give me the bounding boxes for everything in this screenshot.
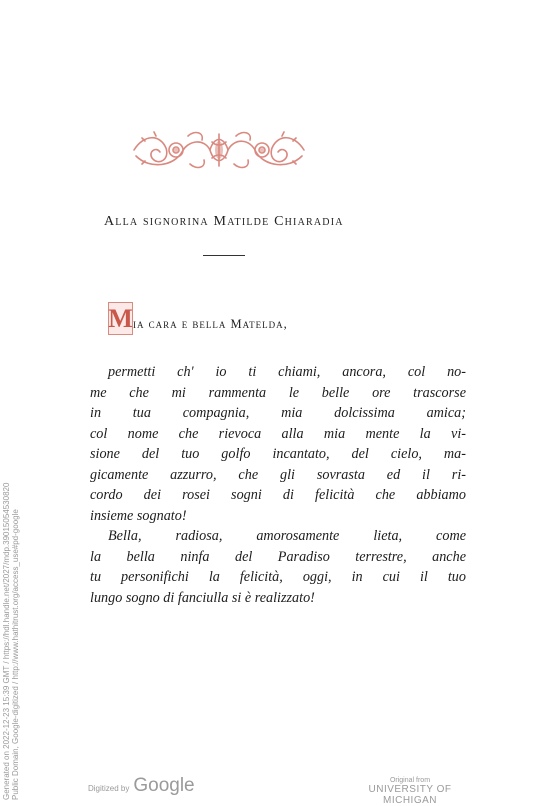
drop-cap: M <box>108 302 133 335</box>
text-line: sione del tuo golfo incantato, del cielo, ma- <box>90 446 466 462</box>
floral-ornament-icon <box>130 126 308 174</box>
watermark-line-2: Public Domain, Google-digitized / http://www.hathitrust.org/access_use#pd-google <box>11 509 20 800</box>
google-logo: Google <box>133 775 195 796</box>
original-from-label: Original from <box>389 777 431 784</box>
text-line: permetti ch' io ti chiami, ancora, col no- <box>108 364 466 380</box>
original-from <box>350 777 470 806</box>
text-line: tu personifichi la felicità, oggi, in cui il tuo <box>90 569 466 585</box>
text-line: insieme sognato! <box>90 507 187 524</box>
digitized-by-label: Digitized by <box>88 784 130 793</box>
digitized-by-google <box>88 775 195 797</box>
text-line: la bella ninfa del Paradiso terrestre, anche <box>90 548 466 565</box>
salutation: ia cara e bella Matelda, <box>133 317 288 331</box>
text-line: col nome che rievoca alla mia mente la vi- <box>90 425 466 442</box>
text-line: lungo sogno di fanciulla si è realizzato! <box>90 589 315 606</box>
institution-name: UNIVERSITY OF MICHIGAN <box>368 784 452 806</box>
text-line: me che mi rammenta le belle ore trascorse <box>90 384 466 401</box>
text-line: gicamente azzurro, che gli sovrasta ed il ri- <box>90 466 466 483</box>
letter-body <box>90 362 466 608</box>
text-line: Bella, radiosa, amorosamente lieta, come <box>108 528 466 544</box>
dedication-title: Alla signorina Matilde Chiaradia <box>104 214 344 229</box>
text-line: cordo dei rosei sogni di felicità che abbiamo <box>90 487 466 503</box>
watermark-line-1: Generated on 2022-12-23 15:39 GMT / https://hdl.handle.net/2027/mdp.39015054530820 <box>2 482 11 800</box>
text-line: in tua compagnia, mia dolcissima amica; <box>90 405 466 421</box>
side-watermark <box>2 380 20 800</box>
title-divider <box>203 255 245 256</box>
